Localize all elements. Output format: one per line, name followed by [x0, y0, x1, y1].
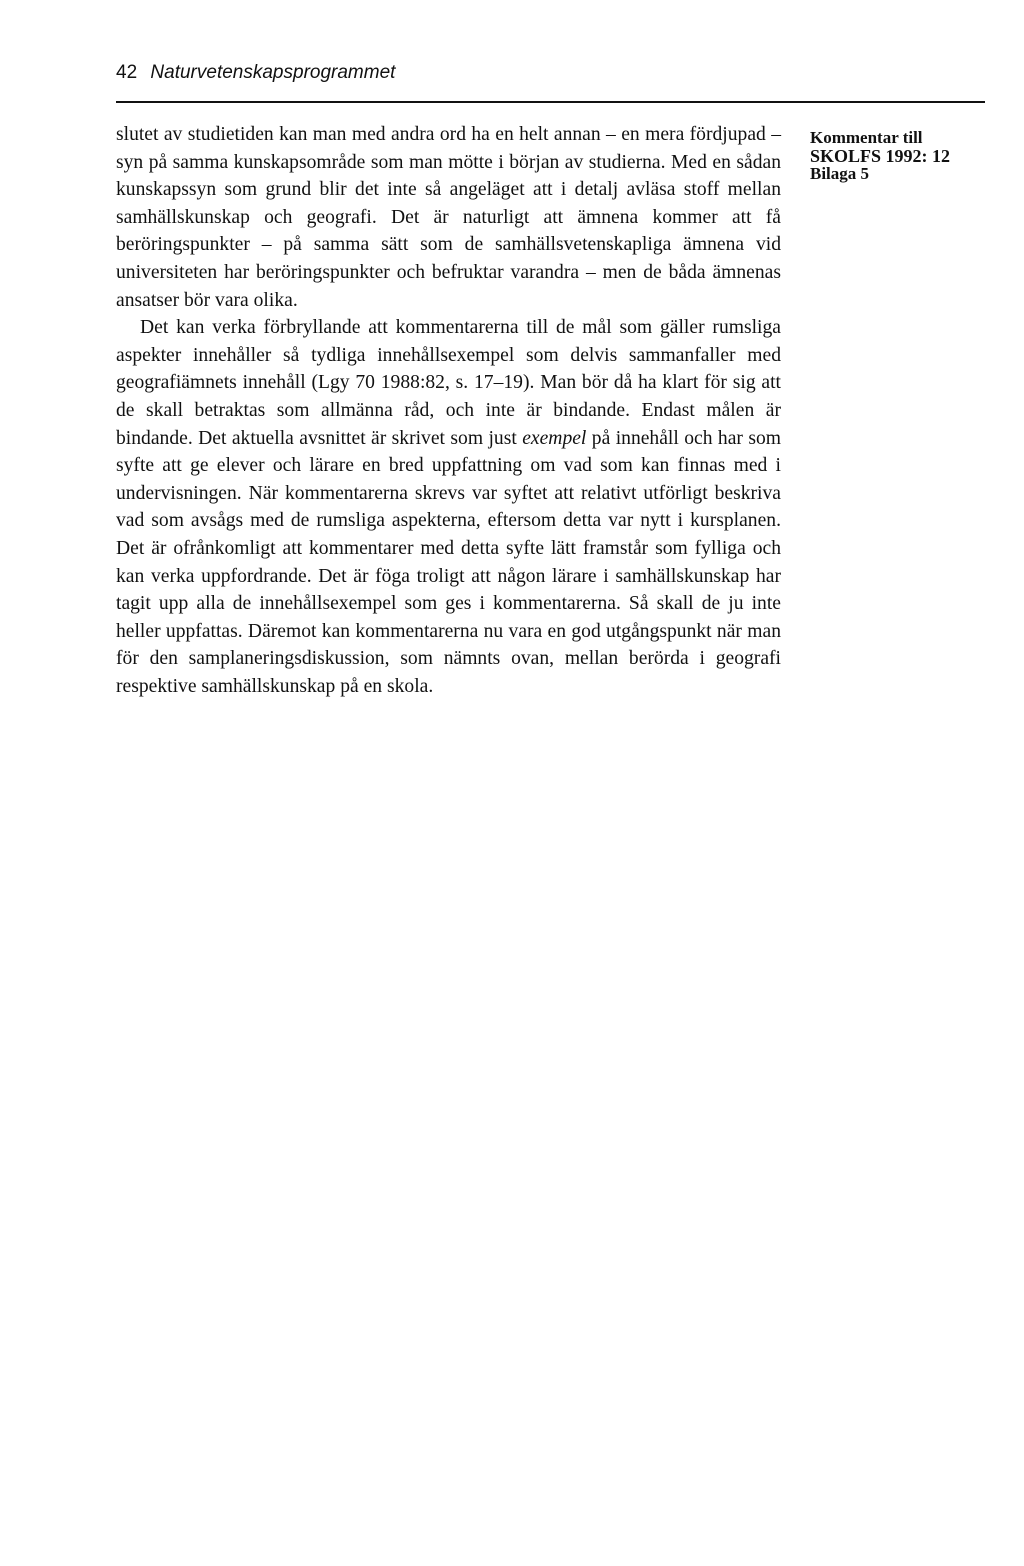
paragraph-2-part-1: Det kan verka förbryllande att kommentarerna till de mål som gäller rumsliga aspekter innehåller så tydliga innehållsexempel som delvis sammanfaller med geografiämnets innehåll (Lgy 70 1988:82, s. 17–19). Man bör då ha klart för sig att de skall betraktas som allmänna råd, och inte är bindande. Endast målen är bindande. Det aktuella avsnittet är skrivet som just	[116, 317, 781, 449]
page-number: 42	[116, 62, 138, 83]
paragraph-1: slutet av studietiden kan man med andra ord ha en helt annan – en mera fördjupad – syn på samma kunskapsområde som man mötte i början av studierna. Med en sådan kunskapssyn som grund blir det inte så angeläget att i detalj avläsa stoff mellan samhällskunskap och geografi. Det är naturligt att ämnena kommer att få beröringspunkter – på samma sätt som de samhällsvetenskapliga ämnena vid universiteten har beröringspunkter och befruktar varandra – men de båda ämnenas ansatser bör vara olika.	[116, 124, 781, 311]
header-rule	[116, 101, 985, 103]
running-title: Naturvetenskapsprogrammet	[150, 62, 396, 83]
paragraph-2-part-2: på innehåll och har som syfte att ge elever och lärare en bred uppfattning om vad som kan finnas med i undervisningen. När kommentarerna skrevs var syftet att relativt utförligt beskriva vad som avsågs med de rumsliga aspekterna, eftersom detta var nytt i kursplanen. Det är ofrånkomligt att kommentarer med detta syfte lätt framstår som fylliga och kan verka uppfordrande. Det är föga troligt att någon lärare i samhällskunskap har tagit upp alla de innehållsexempel som ges i kommentarerna. Så skall de ju inte heller uppfattas. Däremot kan kommentarerna nu vara en god utgångspunkt när man för den samplaneringsdiskussion, som nämnts ovan, mellan berörda i geografi respektive samhällskunskap på en skola.	[116, 427, 782, 697]
margin-note-line-1: Kommentar till	[810, 128, 923, 147]
margin-note-line-2: SKOLFS 1992: 12	[810, 146, 951, 166]
emphasis-exempel: exempel	[522, 427, 587, 449]
running-header	[116, 62, 395, 84]
body-text	[116, 121, 781, 700]
paragraph-2	[116, 314, 781, 700]
margin-note-line-3: Bilaga 5	[810, 164, 870, 183]
margin-note	[810, 129, 980, 183]
